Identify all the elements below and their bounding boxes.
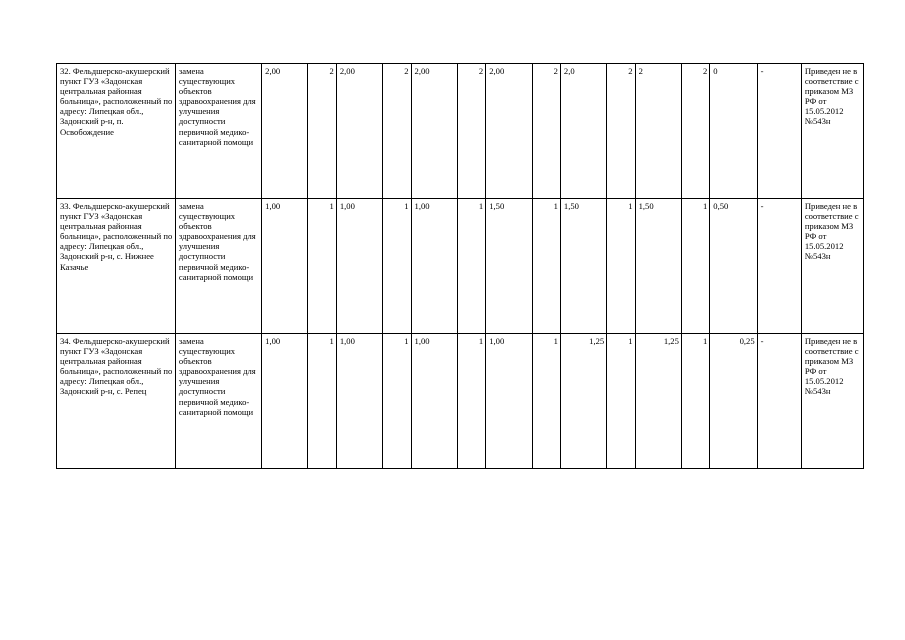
value-cell: 1,00: [262, 199, 308, 334]
value-cell: 1,50: [486, 199, 532, 334]
value-cell: 1,00: [336, 199, 382, 334]
count-cell: 1: [308, 199, 336, 334]
count-cell: 1: [681, 334, 709, 469]
difference-cell: 0: [710, 64, 757, 199]
table-row: [57, 334, 864, 469]
value-cell: 1,00: [411, 334, 457, 469]
value-cell: 1,50: [560, 199, 606, 334]
purpose-cell: замена существующих объектов здравоохранения для улучшения доступности первичной медико-санитарной помощи: [175, 64, 261, 199]
difference-cell: 0,50: [710, 199, 757, 334]
count-cell: 2: [607, 64, 635, 199]
count-cell: 1: [681, 199, 709, 334]
value-cell: 2: [635, 64, 681, 199]
count-cell: 1: [607, 199, 635, 334]
facilities-table: [56, 63, 864, 469]
difference-cell: 0,25: [710, 334, 757, 469]
purpose-cell: замена существующих объектов здравоохранения для улучшения доступности первичной медико-санитарной помощи: [175, 334, 261, 469]
value-cell: 1,00: [411, 199, 457, 334]
value-cell: 1,25: [560, 334, 606, 469]
value-cell: 1,00: [262, 334, 308, 469]
value-cell: 2,00: [336, 64, 382, 199]
count-cell: 1: [607, 334, 635, 469]
note-cell: Приведен не в соответствие с приказом МЗ РФ от 15.05.2012 №543н: [801, 64, 863, 199]
count-cell: 1: [457, 199, 485, 334]
value-cell: 2,00: [411, 64, 457, 199]
value-cell: 1,25: [635, 334, 681, 469]
count-cell: 2: [457, 64, 485, 199]
facility-name-cell: 32. Фельдшерско-акушерский пункт ГУЗ «Задонская центральная районная больница», расположенный по адресу: Липецкая обл., Задонский р-н, п. Освобождение: [57, 64, 176, 199]
dash-cell: -: [757, 64, 801, 199]
count-cell: 2: [308, 64, 336, 199]
count-cell: 1: [532, 334, 560, 469]
count-cell: 1: [532, 199, 560, 334]
table-row: [57, 64, 864, 199]
count-cell: 2: [383, 64, 411, 199]
count-cell: 1: [383, 334, 411, 469]
note-cell: Приведен не в соответствие с приказом МЗ РФ от 15.05.2012 №543н: [801, 334, 863, 469]
table-row: [57, 199, 864, 334]
count-cell: 1: [457, 334, 485, 469]
note-cell: Приведен не в соответствие с приказом МЗ РФ от 15.05.2012 №543н: [801, 199, 863, 334]
purpose-cell: замена существующих объектов здравоохранения для улучшения доступности первичной медико-санитарной помощи: [175, 199, 261, 334]
value-cell: 1,00: [336, 334, 382, 469]
value-cell: 2,0: [560, 64, 606, 199]
count-cell: 2: [532, 64, 560, 199]
facility-name-cell: 34. Фельдшерско-акушерский пункт ГУЗ «Задонская центральная районная больница», расположенный по адресу: Липецкая обл., Задонский р-н, с. Репец: [57, 334, 176, 469]
count-cell: 1: [308, 334, 336, 469]
value-cell: 1,00: [486, 334, 532, 469]
value-cell: 2,00: [486, 64, 532, 199]
value-cell: 2,00: [262, 64, 308, 199]
count-cell: 2: [681, 64, 709, 199]
count-cell: 1: [383, 199, 411, 334]
facility-name-cell: 33. Фельдшерско-акушерский пункт ГУЗ «Задонская центральная районная больница», расположенный по адресу: Липецкая обл., Задонский р-н, с. Нижнее Казачье: [57, 199, 176, 334]
value-cell: 1,50: [635, 199, 681, 334]
dash-cell: -: [757, 199, 801, 334]
dash-cell: -: [757, 334, 801, 469]
